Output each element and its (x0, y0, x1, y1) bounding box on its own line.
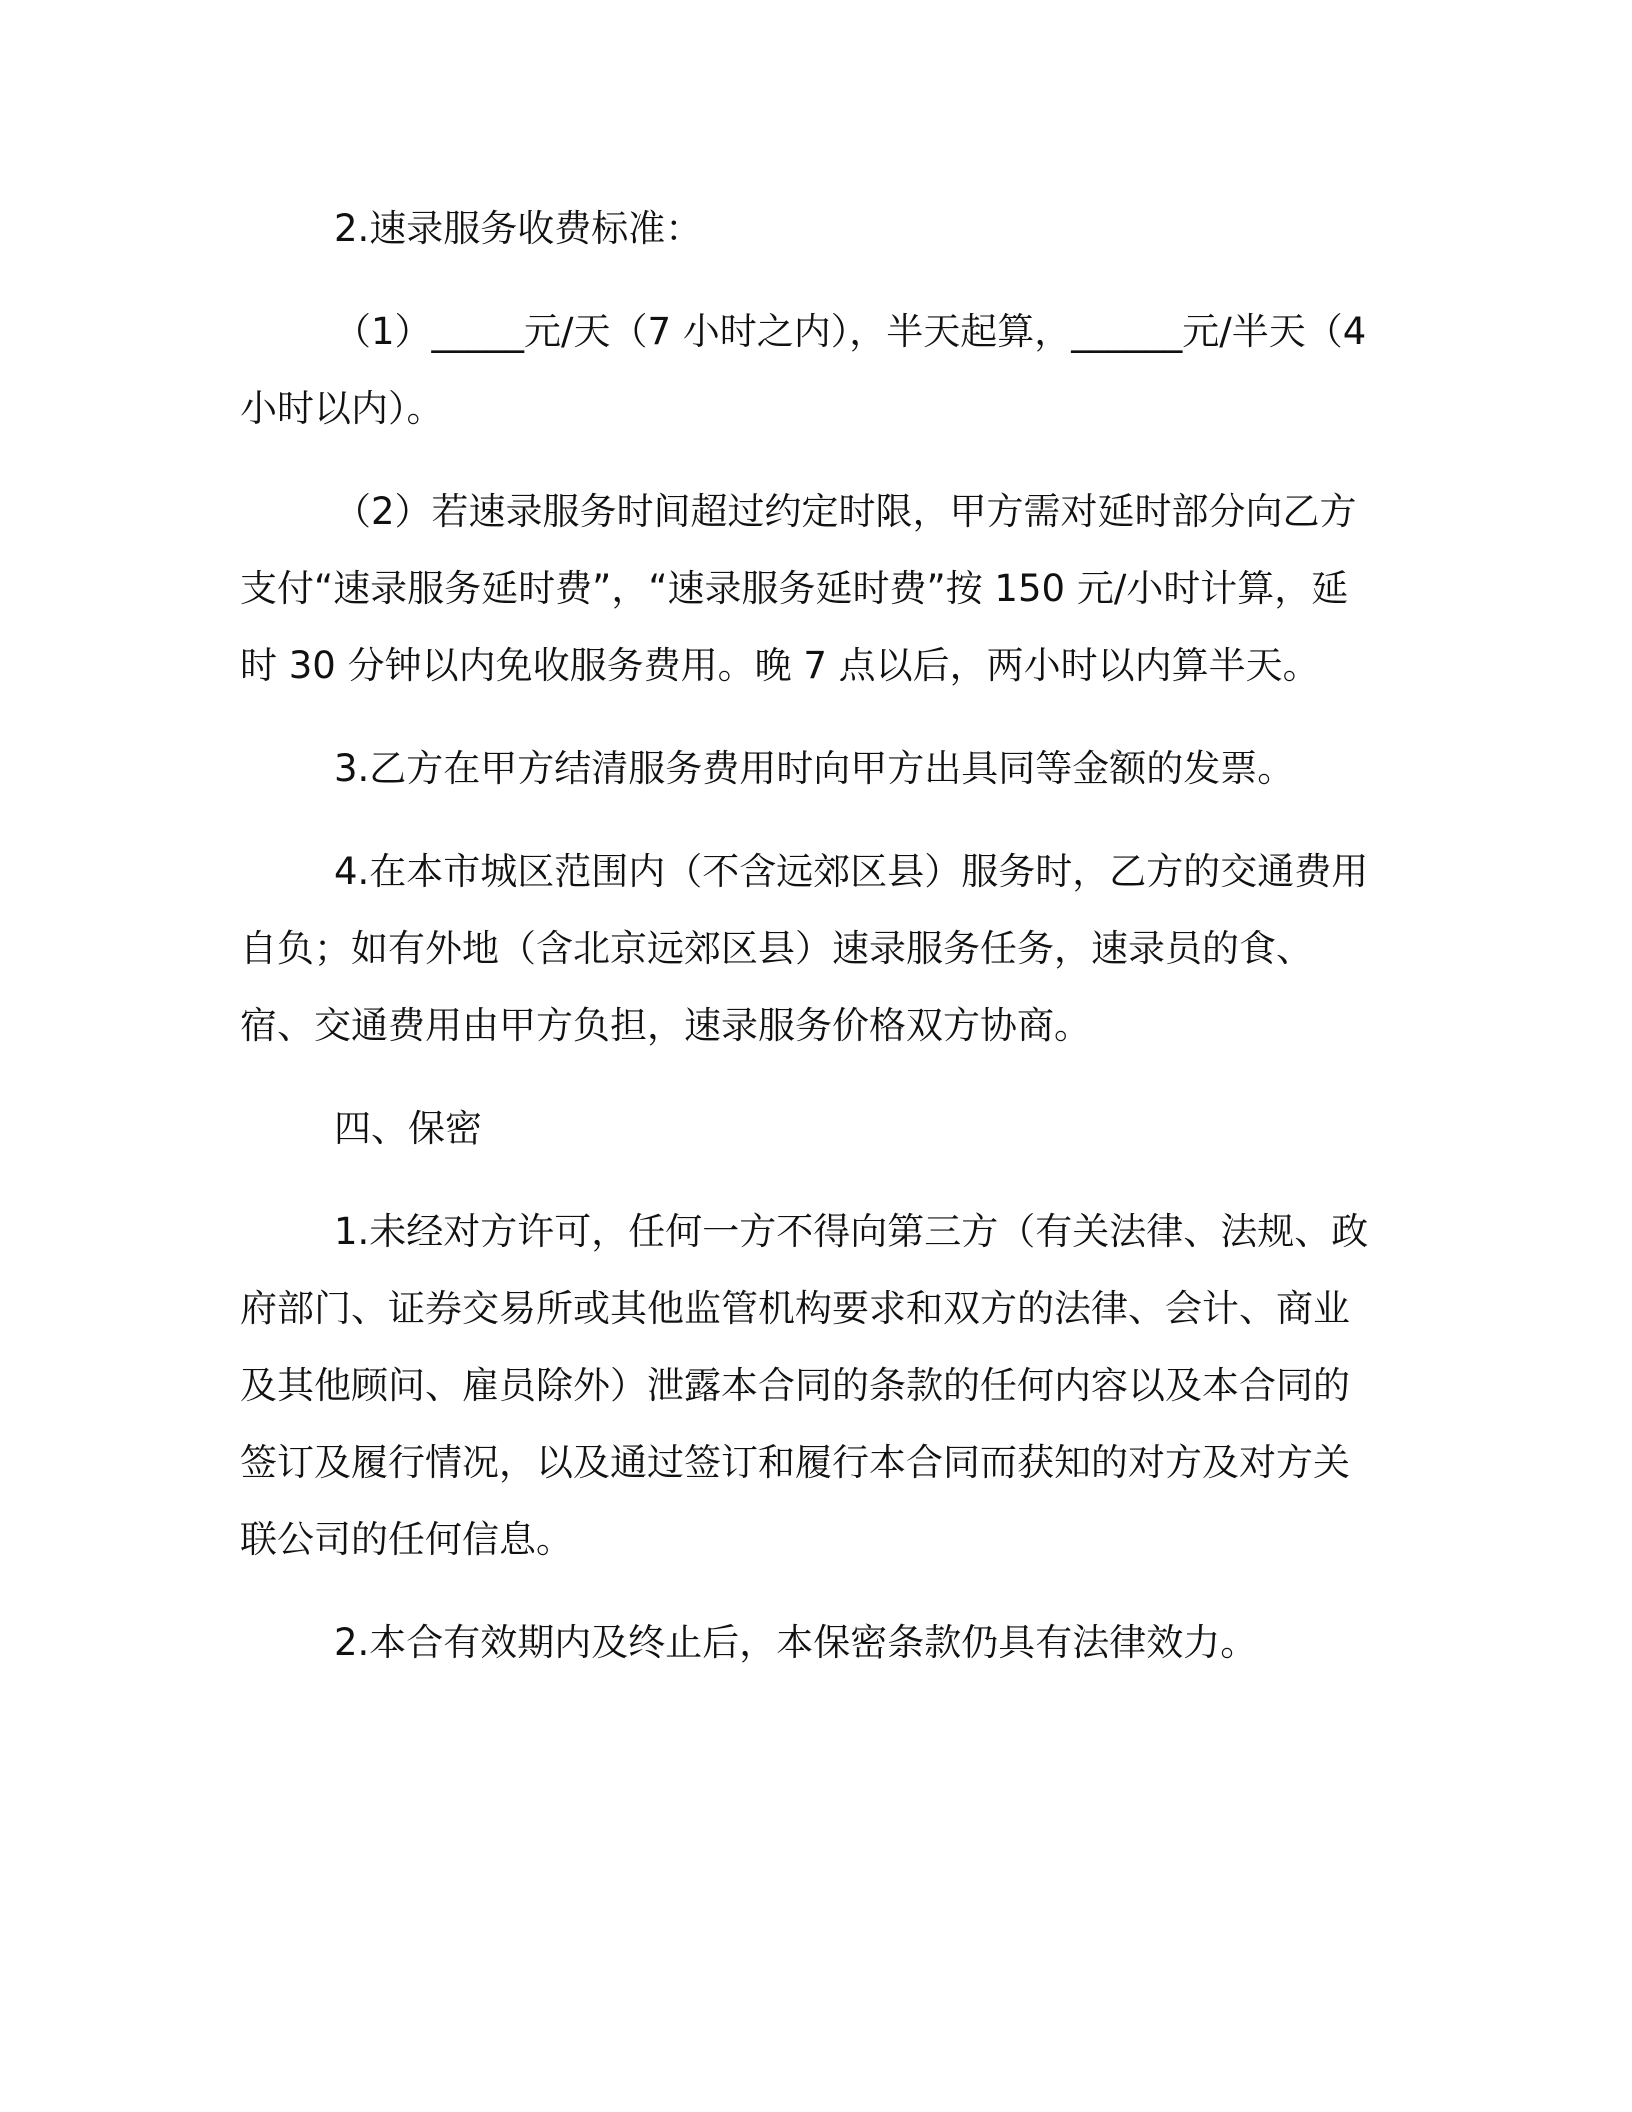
document-page (240, 190, 1384, 1707)
fee-standard-heading: 2.速录服务收费标准： (334, 207, 703, 250)
transport-clause: 4.在本市城区范围内（不含远郊区县）服务时，乙方的交通费用自负；如有外地（含北京远郊区县）速录服务任务，速录员的食、宿、交通费用由甲方负担，速录服务价格双方协商。 (240, 850, 1369, 1047)
fee-clause-2: （2）若速录服务时间超过约定时限，甲方需对延时部分向乙方支付“速录服务延时费”，“速录服务延时费”按 150 元/小时计算，延时 30 分钟以内免收服务费用。晚 7 点以后，两小时以内算半天。 (240, 490, 1357, 687)
confidentiality-clause-2: 2.本合有效期内及终止后，本保密条款仍具有法律效力。 (334, 1621, 1258, 1664)
fee-clause-1: （1）_____元/天（7 小时之内），半天起算，______元/半天（4 小时以内）。 (240, 310, 1367, 430)
invoice-clause: 3.乙方在甲方结清服务费用时向甲方出具同等金额的发票。 (334, 747, 1295, 790)
confidentiality-clause-1: 1.未经对方许可，任何一方不得向第三方（有关法律、法规、政府部门、证券交易所或其他监管机构要求和双方的法律、会计、商业及其他顾问、雇员除外）泄露本合同的条款的任何内容以及本合同的签订及履行情况，以及通过签订和履行本合同而获知的对方及对方关联公司的任何信息。 (240, 1210, 1369, 1561)
confidentiality-heading: 四、保密 (334, 1107, 482, 1150)
